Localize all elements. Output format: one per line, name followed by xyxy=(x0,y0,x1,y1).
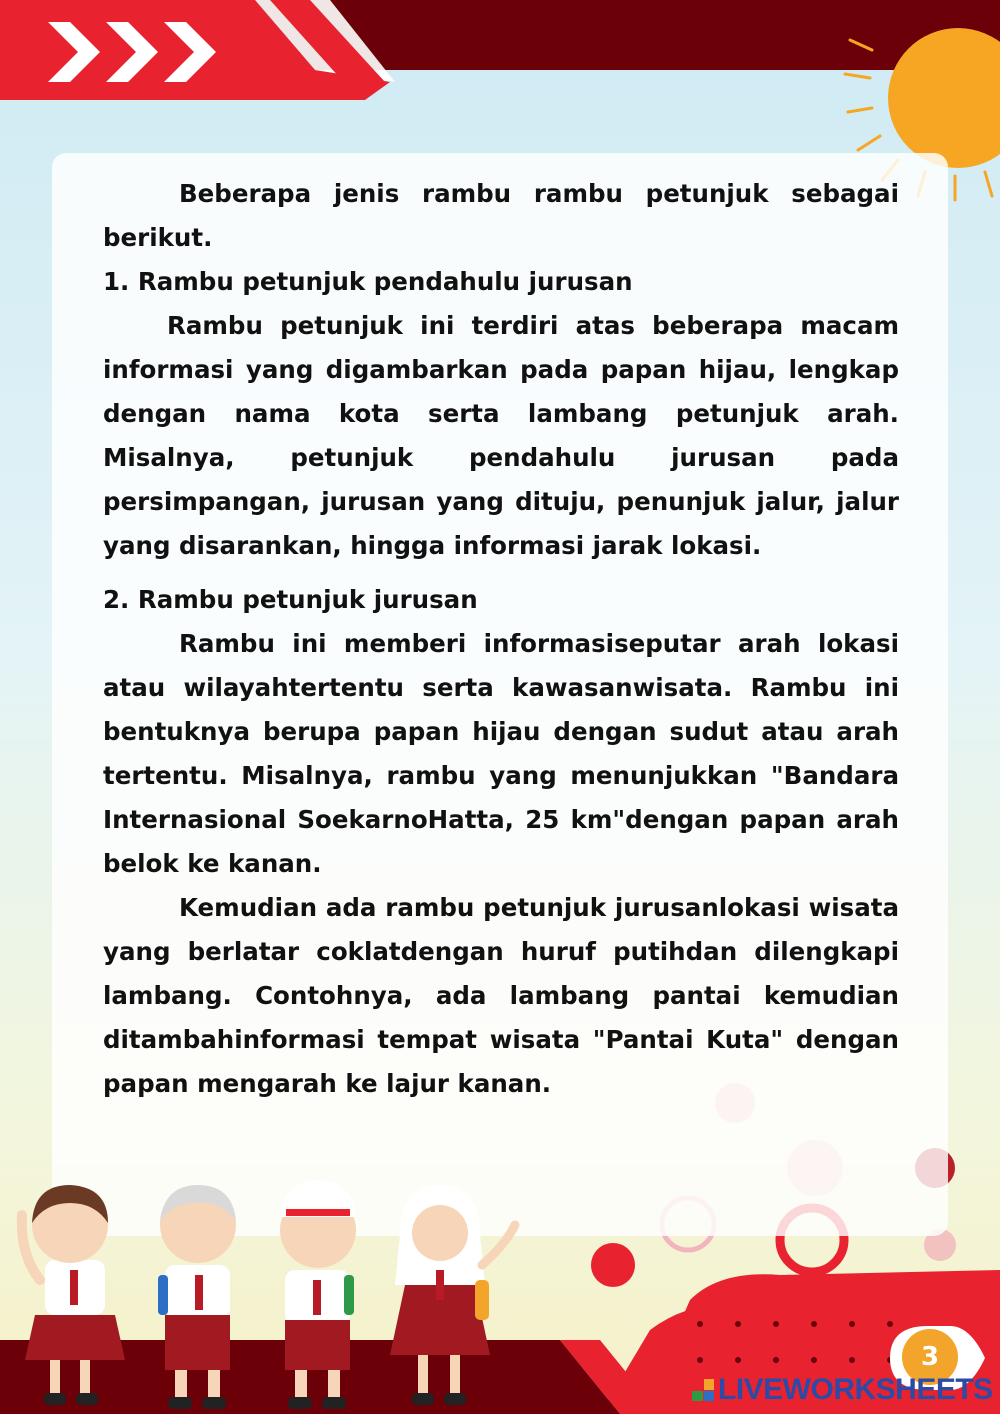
section-2-paragraph-1: Rambu ini memberi informasiseputar arah lokasi atau wilayahtertentu serta kawasanwisata. Rambu ini bentuknya berupa papan hijau dengan sudut atau arah tertentu. Misalnya, rambu yang menunjukkan "Bandara Internasional SoekarnoHatta, 25 km"dengan papan arah belok ke kanan. xyxy=(103,629,899,878)
watermark xyxy=(692,1372,993,1408)
document-body xyxy=(103,172,899,1106)
section-2-paragraph-2: Kemudian ada rambu petunjuk jurusanlokasi wisata yang berlatar coklatdengan huruf putihdan dilengkapi lambang. Contohnya, ada lambang pantai kemudian ditambahinformasi tempat wisata "Pantai Kuta" dengan papan mengarah ke lajur kanan. xyxy=(103,893,899,1098)
chevron-arrows-icon xyxy=(48,18,218,86)
watermark-text: LIVEWORKSHEETS xyxy=(718,1373,993,1406)
section-1-paragraph: Rambu petunjuk ini terdiri atas beberapa macam informasi yang digambarkan pada papan hijau, lengkap dengan nama kota serta lambang petunjuk arah. Misalnya, petunjuk pendahulu jurusan pada persimpangan, jurusan yang dituju, penunjuk jalur, jalur yang disarankan, hingga informasi jarak lokasi. xyxy=(103,311,899,560)
liveworksheets-logo-icon xyxy=(692,1379,714,1401)
page-number: 3 xyxy=(902,1329,958,1385)
section-1-heading: 1. Rambu petunjuk pendahulu jurusan xyxy=(103,267,633,296)
students-illustration xyxy=(0,1175,540,1414)
section-2-heading: 2. Rambu petunjuk jurusan xyxy=(103,585,478,614)
intro-paragraph: Beberapa jenis rambu rambu petunjuk sebagai berikut. xyxy=(103,179,899,252)
